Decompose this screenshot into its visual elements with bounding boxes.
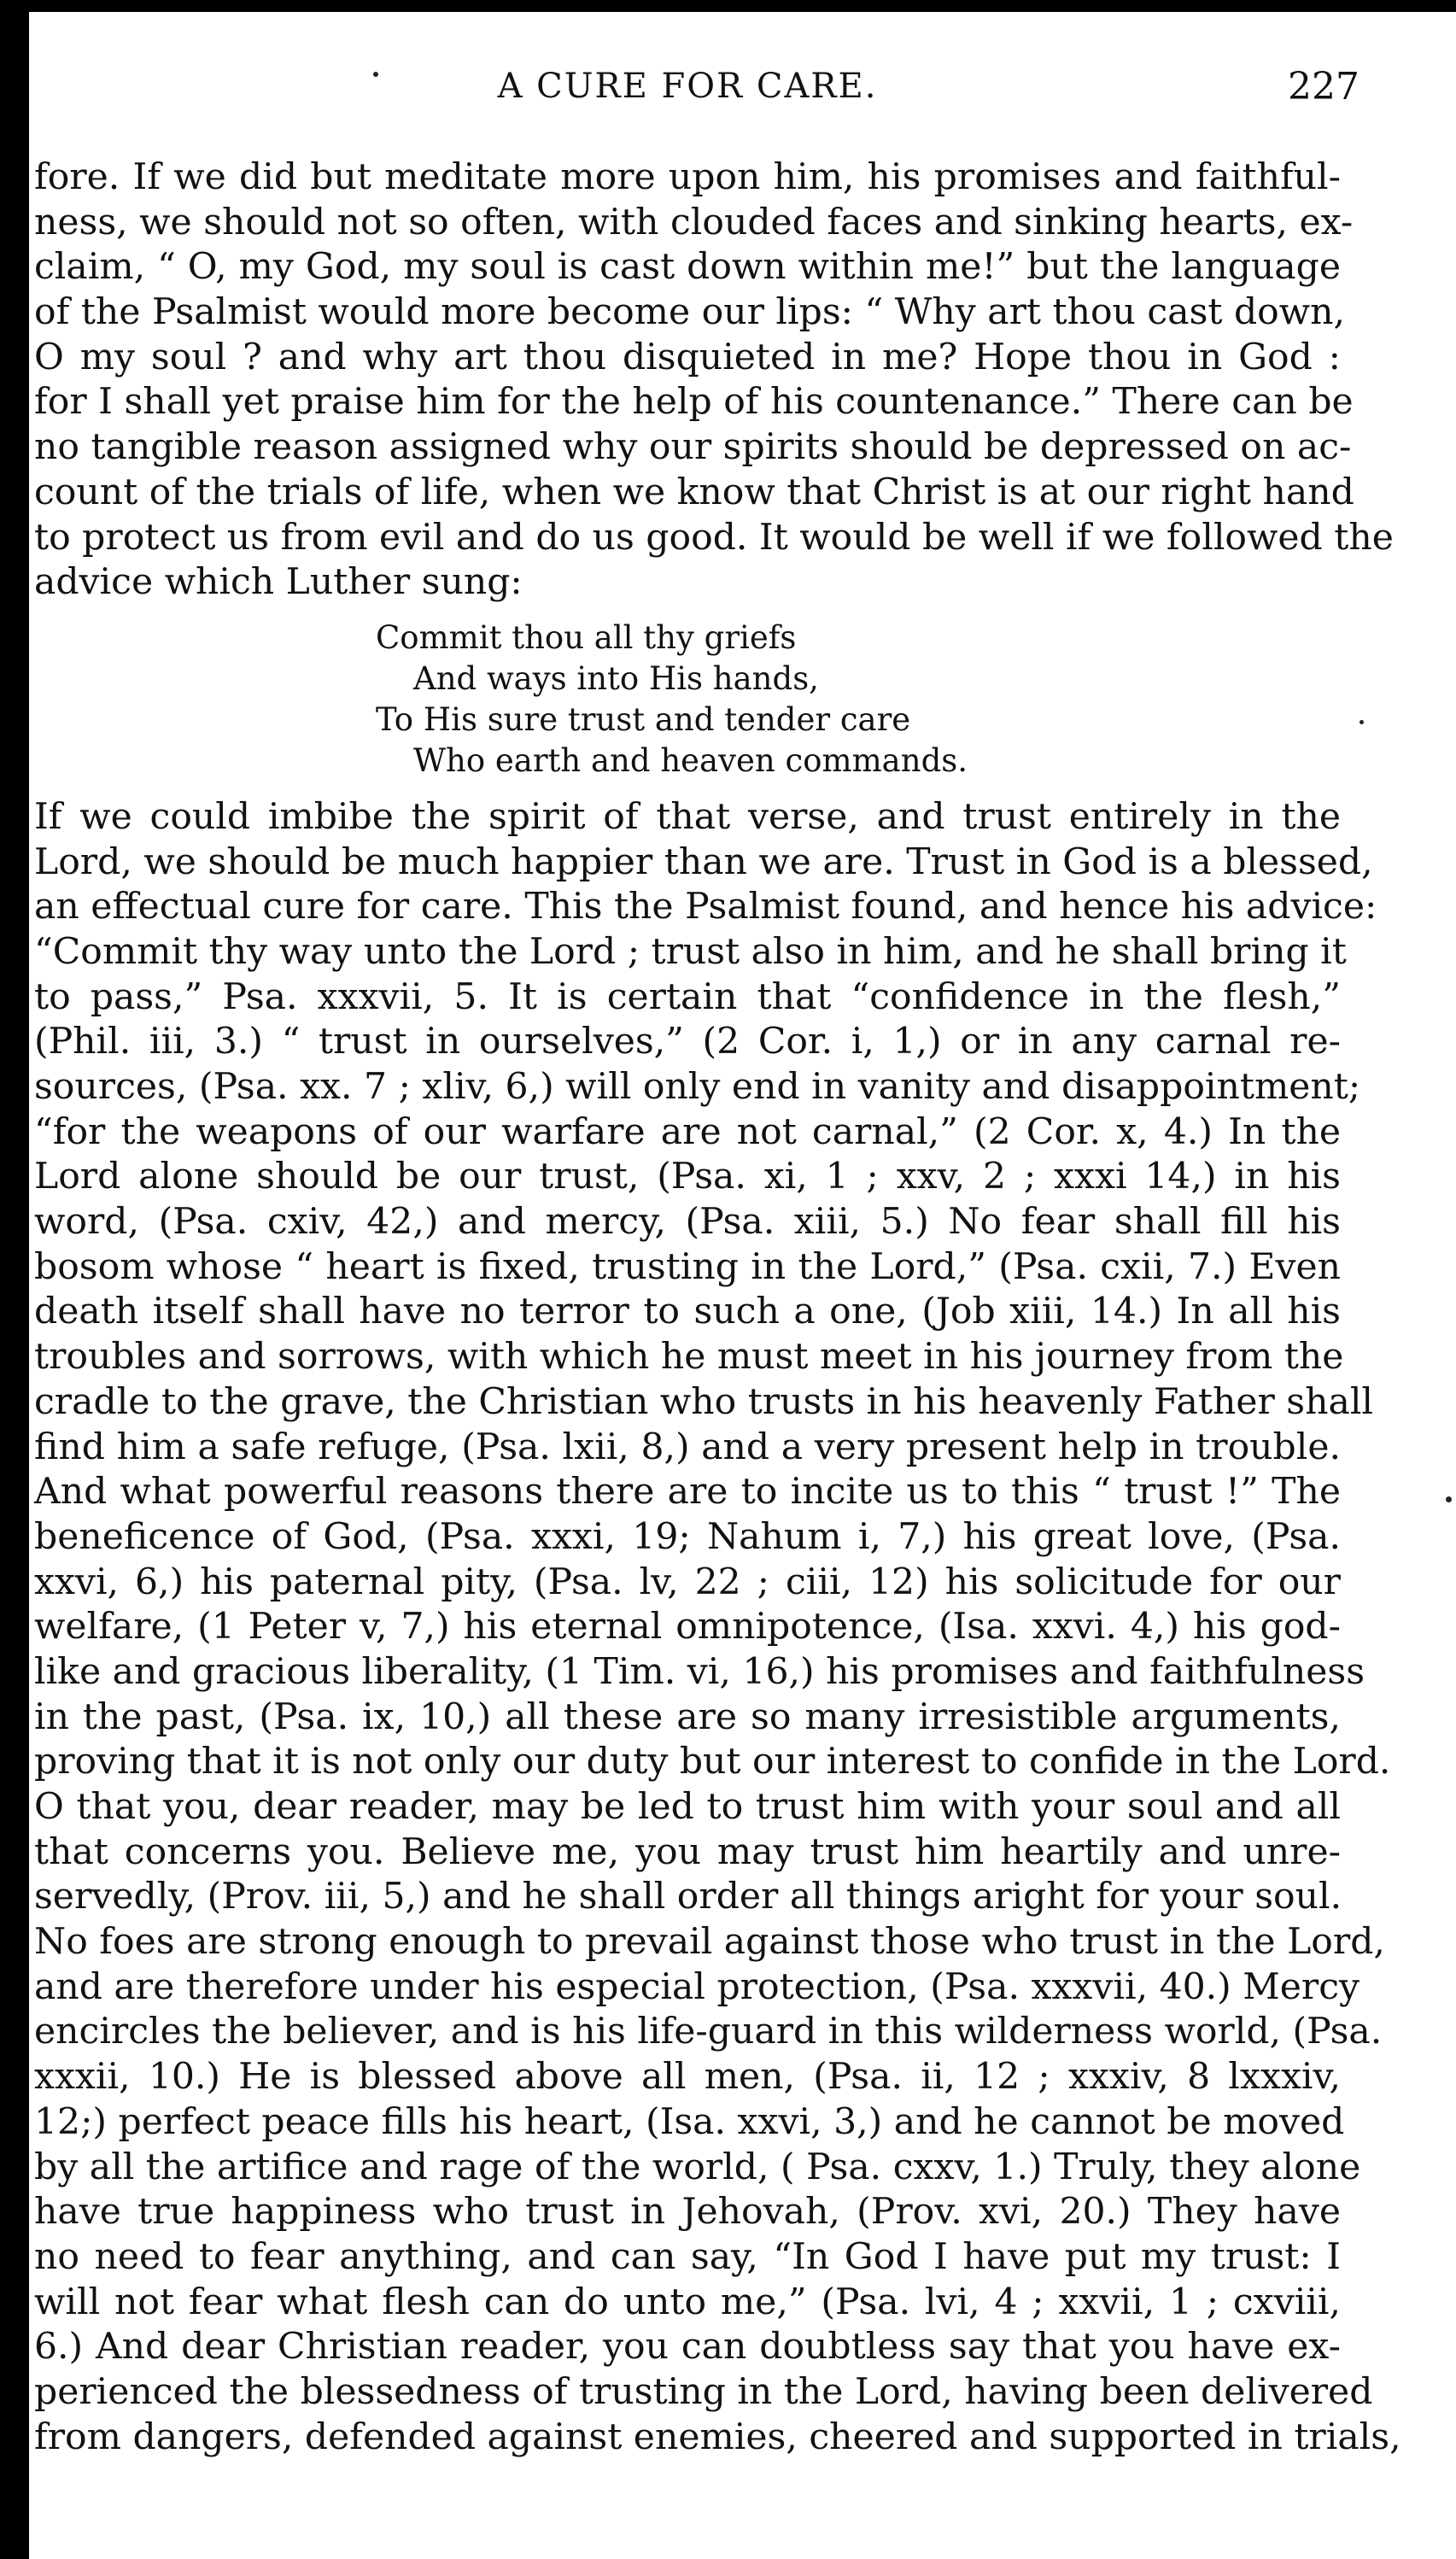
verse-line: To His sure trust and tender care bbox=[376, 700, 911, 738]
text-line: encircles the believer, and is his life-guard in this wilderness world, (Psa. bbox=[34, 2011, 1383, 2053]
text-line: servedly, (Prov. iii, 5,) and he shall order all things aright for your soul. bbox=[34, 1876, 1342, 1918]
text-line: word, (Psa. cxiv, 42,) and mercy, (Psa. xiii, 5.) No fear shall fill his bbox=[34, 1201, 1341, 1244]
text-line: O that you, dear reader, may be led to trust him with your soul and all bbox=[34, 1786, 1341, 1828]
scan-speck bbox=[1446, 1496, 1452, 1502]
running-head bbox=[34, 60, 1360, 120]
text-line: no tangible reason assigned why our spirits should be depressed on ac- bbox=[34, 426, 1352, 469]
verse-line: Who earth and heaven commands. bbox=[413, 741, 968, 779]
hymn-verse bbox=[34, 618, 1341, 782]
text-line: Lord, we should be much happier than we are. Trust in God is a blessed, bbox=[34, 840, 1373, 883]
text-line: like and gracious liberality, (1 Tim. vi, 16,) his promises and faithfulness bbox=[34, 1650, 1365, 1693]
text-line: No foes are strong enough to prevail against those who trust in the Lord, bbox=[34, 1921, 1385, 1964]
text-line: troubles and sorrows, with which he must meet in his journey from the bbox=[34, 1336, 1344, 1379]
text-line: count of the trials of life, when we know that Christ is at our right hand bbox=[34, 471, 1354, 513]
text-line: welfare, (1 Peter v, 7,) his eternal omnipotence, (Isa. xxvi. 4,) his god- bbox=[34, 1606, 1341, 1648]
text-line: beneficence of God, (Psa. xxxi, 19; Nahum i, 7,) his great love, (Psa. bbox=[34, 1515, 1341, 1558]
text-line: death itself shall have no terror to such a one, (Job xiii, 14.) In all his bbox=[34, 1291, 1341, 1333]
text-line: xxxii, 10.) He is blessed above all men, (Psa. ii, 12 ; xxxiv, 8 lxxxiv, bbox=[34, 2056, 1341, 2099]
book-page bbox=[34, 60, 1401, 2460]
text-line: (Phil. iii, 3.) “ trust in ourselves,” (2 Cor. i, 1,) or in any carnal re- bbox=[34, 1021, 1341, 1063]
scan-speck bbox=[1360, 720, 1364, 724]
text-line: proving that it is not only our duty but our interest to confide in the Lord. bbox=[34, 1741, 1391, 1783]
text-line: in the past, (Psa. ix, 10,) all these are so many irresistible arguments, bbox=[34, 1695, 1341, 1738]
text-line: claim, “ O, my God, my soul is cast down within me!” but the language bbox=[34, 246, 1341, 289]
text-line: advice which Luther sung: bbox=[34, 561, 523, 604]
text-line: If we could imbibe the spirit of that verse, and trust entirely in the bbox=[34, 795, 1341, 838]
text-line: that concerns you. Believe me, you may trust him heartily and unre- bbox=[34, 1830, 1341, 1873]
text-line: for I shall yet praise him for the help of his countenance.” There can be bbox=[34, 381, 1354, 424]
text-line: perienced the blessedness of trusting in the Lord, having been delivered bbox=[34, 2370, 1373, 2413]
text-line: will not fear what flesh can do unto me,” (Psa. lvi, 4 ; xxvii, 1 ; cxviii, bbox=[34, 2281, 1341, 2323]
text-line: “Commit thy way unto the Lord ; trust also in him, and he shall bring it bbox=[34, 930, 1347, 973]
text-line: xxvi, 6,) his paternal pity, (Psa. lv, 22 ; ciii, 12) his solicitude for our bbox=[34, 1561, 1341, 1603]
text-line: “for the weapons of our warfare are not carnal,” (2 Cor. x, 4.) In the bbox=[34, 1110, 1341, 1153]
text-line: and are therefore under his especial protection, (Psa. xxxvii, 40.) Mercy bbox=[34, 1965, 1360, 2008]
text-line: to protect us from evil and do us good. It would be well if we followed the bbox=[34, 516, 1394, 559]
text-line: no need to fear anything, and can say, “In God I have put my trust: I bbox=[34, 2235, 1341, 2278]
text-line: 6.) And dear Christian reader, you can doubtless say that you have ex- bbox=[34, 2326, 1341, 2369]
paragraph-2 bbox=[34, 795, 1401, 2460]
text-line: of the Psalmist would more become our lips: “ Why art thou cast down, bbox=[34, 291, 1346, 334]
verse-line: And ways into His hands, bbox=[413, 659, 819, 697]
running-title: A CURE FOR CARE. bbox=[497, 67, 878, 106]
text-line: ness, we should not so often, with clouded faces and sinking hearts, ex- bbox=[34, 201, 1354, 243]
text-line: have true happiness who trust in Jehovah, (Prov. xvi, 20.) They have bbox=[34, 2191, 1341, 2234]
text-line: an effectual cure for care. This the Psalmist found, and hence his advice: bbox=[34, 886, 1377, 928]
text-line: find him a safe refuge, (Psa. lxii, 8,) and a very present help in trouble. bbox=[34, 1426, 1341, 1468]
text-line: fore. If we did but meditate more upon him, his promises and faithful- bbox=[34, 156, 1341, 198]
text-line: O my soul ? and why art thou disquieted in me? Hope thou in God : bbox=[34, 336, 1341, 378]
text-line: to pass,” Psa. xxxvii, 5. It is certain that “confidence in the flesh,” bbox=[34, 975, 1341, 1018]
text-line: sources, (Psa. xx. 7 ; xliv, 6,) will only end in vanity and disappointment; bbox=[34, 1066, 1361, 1108]
text-line: bosom whose “ heart is fixed, trusting in the Lord,” (Psa. cxii, 7.) Even bbox=[34, 1245, 1341, 1288]
scan-left-edge bbox=[0, 0, 29, 2559]
text-line: Lord alone should be our trust, (Psa. xi, 1 ; xxv, 2 ; xxxi 14,) in his bbox=[34, 1156, 1341, 1198]
paragraph-1 bbox=[34, 155, 1394, 606]
scan-top-edge bbox=[0, 0, 1456, 12]
text-line: by all the artifice and rage of the world, ( Psa. cxxv, 1.) Truly, they alone bbox=[34, 2146, 1361, 2188]
text-line: And what powerful reasons there are to incite us to this “ trust !” The bbox=[34, 1471, 1341, 1514]
verse-line: Commit thou all thy griefs bbox=[376, 618, 797, 656]
text-line: cradle to the grave, the Christian who trusts in his heavenly Father shall bbox=[34, 1380, 1374, 1423]
text-line: from dangers, defended against enemies, cheered and supported in trials, bbox=[34, 2416, 1401, 2458]
page-number: 227 bbox=[1288, 65, 1360, 108]
text-line: 12;) perfect peace fills his heart, (Isa. xxvi, 3,) and he cannot be moved bbox=[34, 2100, 1345, 2143]
